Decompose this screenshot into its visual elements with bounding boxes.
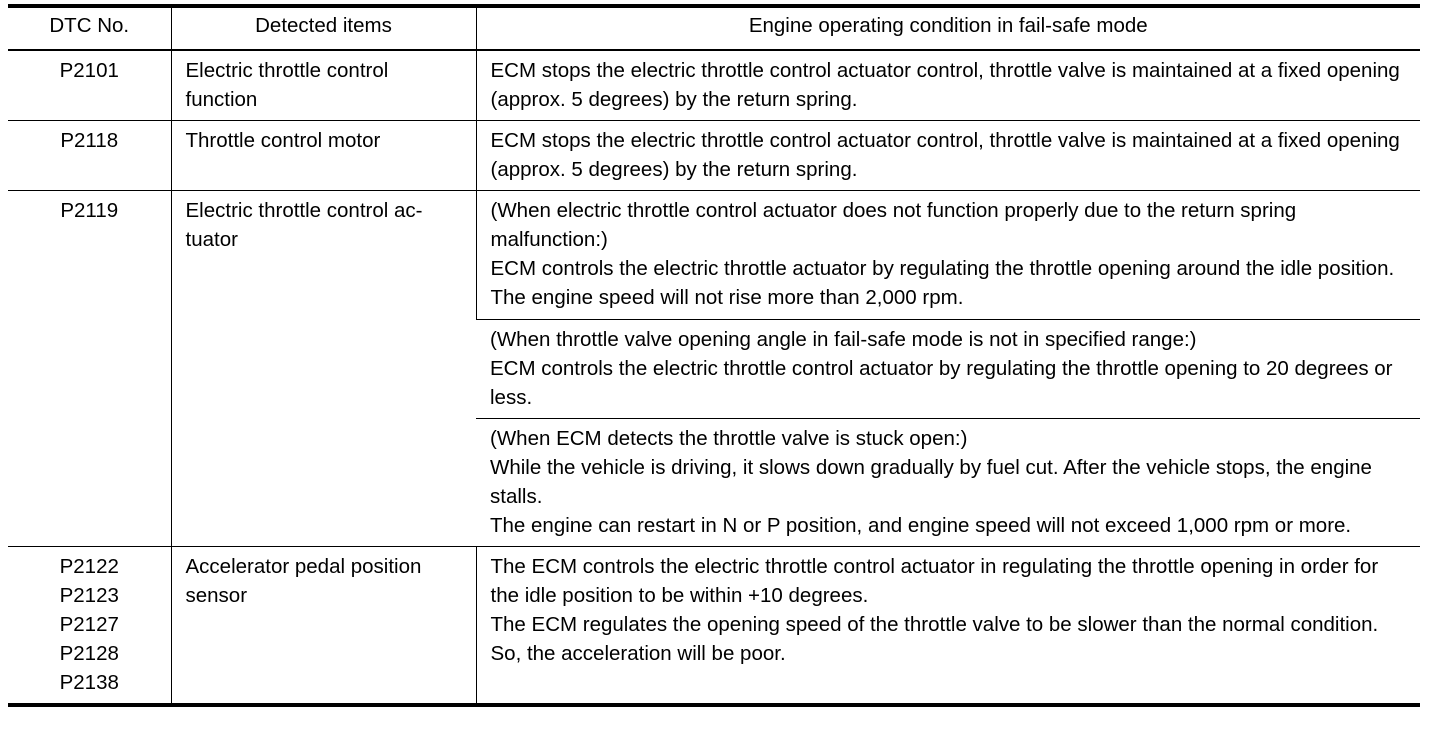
table-row [8, 191, 1420, 320]
detected-item-cell: Accelerator pedal position sensor [171, 547, 476, 706]
condition-text: ECM stops the electric throttle control actuator control, throttle valve is maintained at a fixed opening (approx. 5 degrees) by the return spring. [490, 129, 1400, 181]
dtc-code: P2101 [59, 59, 119, 82]
fail-safe-table [8, 4, 1420, 707]
detected-item-cell: Electric throttle control function [171, 50, 476, 121]
condition-text: The ECM regulates the opening speed of the throttle valve to be slower than the normal condition. [490, 613, 1379, 636]
dtc-cell [8, 121, 171, 191]
table-row [8, 547, 1420, 706]
dtc-cell [8, 191, 171, 547]
dtc-cell [8, 50, 171, 121]
dtc-code: P2128 [59, 642, 119, 665]
dtc-code: P2119 [60, 199, 119, 222]
condition-text: The engine can restart in N or P position, and engine speed will not exceed 1,000 rpm or more. [490, 514, 1352, 537]
dtc-code: P2122 [59, 555, 119, 578]
condition-cell [476, 547, 1420, 706]
condition-cell [476, 419, 1420, 547]
dtc-code: P2123 [59, 584, 119, 607]
table-row [8, 121, 1420, 191]
condition-text: (When electric throttle control actuator does not function properly due to the return spring malfunction:) [490, 199, 1297, 251]
table-header-row [8, 6, 1420, 50]
header-engine-condition: Engine operating condition in fail-safe mode [476, 6, 1420, 50]
condition-cell [476, 50, 1420, 121]
condition-cell [476, 121, 1420, 191]
detected-item-cell: Electric throttle control ac- tuator [171, 191, 476, 547]
dtc-code: P2118 [60, 129, 119, 152]
header-dtc-no: DTC No. [8, 6, 171, 50]
condition-text: The ECM controls the electric throttle control actuator in regulating the throttle opening in order for the idle position to be within +10 degrees. [490, 555, 1379, 607]
detected-item-cell: Throttle control motor [171, 121, 476, 191]
table-row [8, 50, 1420, 121]
dtc-code: P2138 [59, 671, 119, 694]
condition-text: So, the acceleration will be poor. [490, 642, 786, 665]
condition-cell [476, 320, 1420, 419]
condition-cell [476, 191, 1420, 320]
header-detected-items: Detected items [171, 6, 476, 50]
dtc-cell [8, 547, 171, 706]
condition-text: (When ECM detects the throttle valve is stuck open:) [490, 427, 968, 450]
condition-text: ECM stops the electric throttle control actuator control, throttle valve is maintained at a fixed opening (approx. 5 degrees) by the return spring. [490, 59, 1400, 111]
condition-text: (When throttle valve opening angle in fail-safe mode is not in specified range:) [490, 328, 1197, 351]
condition-text: While the vehicle is driving, it slows down gradually by fuel cut. After the vehicle stops, the engine stalls. [490, 456, 1372, 508]
condition-text: ECM controls the electric throttle control actuator by regulating the throttle opening to 20 degrees or less. [490, 357, 1393, 409]
condition-text: ECM controls the electric throttle actuator by regulating the throttle opening around the idle position. The engine speed will not rise more than 2,000 rpm. [490, 257, 1395, 309]
dtc-code: P2127 [59, 613, 119, 636]
